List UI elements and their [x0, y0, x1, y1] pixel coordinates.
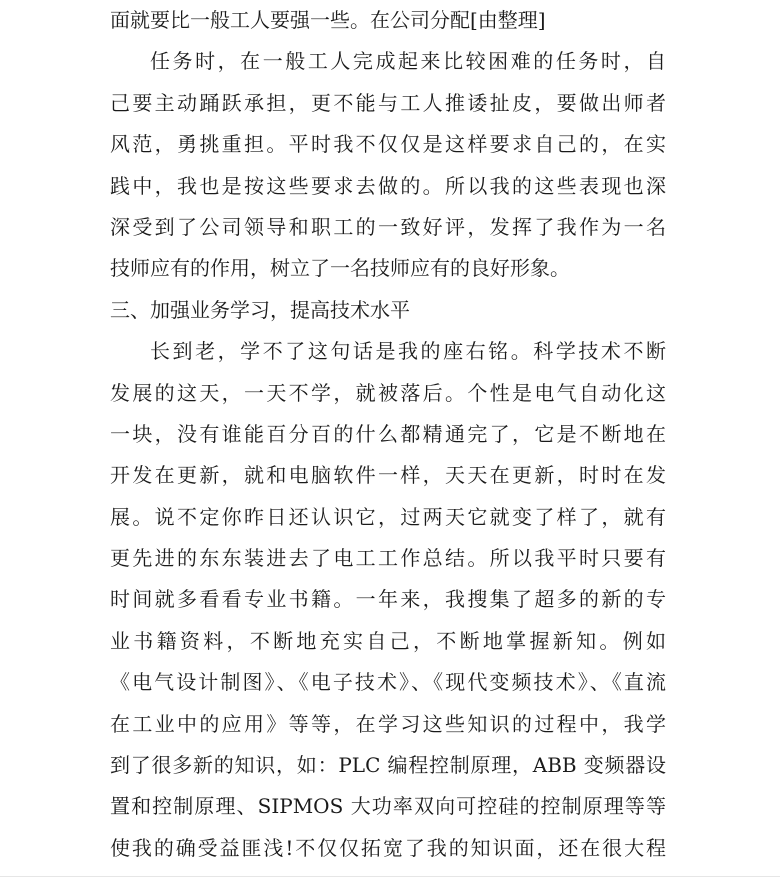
text-line: 风范，勇挑重担。平时我不仅仅是这样要求自己的，在实 [110, 132, 666, 157]
document-body [110, 0, 666, 869]
text-line: 开发在更新，就和电脑软件一样，天天在更新，时时在发 [110, 463, 666, 488]
text-line: 使我的确受益匪浅!不仅仅拓宽了我的知识面，还在很大程 [110, 835, 666, 860]
text-line: 更先进的东东装进去了电工工作总结。所以我平时只要有 [110, 546, 666, 571]
text-line: 践中，我也是按这些要求去做的。所以我的这些表现也深 [110, 173, 666, 198]
page-bottom-divider [0, 876, 780, 877]
text-line: 置和控制原理、SIPMOS 大功率双向可控硅的控制原理等等 [110, 794, 666, 819]
text-line: 业书籍资料，不断地充实自己，不断地掌握新知。例如 [110, 628, 666, 653]
text-line: 技师应有的作用，树立了一名技师应有的良好形象。 [110, 256, 570, 281]
text-line: 一块，没有谁能百分百的什么都精通完了，它是不断地在 [110, 421, 666, 446]
text-line: 展。说不定你昨日还认识它，过两天它就变了样了，就有 [110, 504, 666, 529]
text-line: 面就要比一般工人要强一些。在公司分配[由整理] [110, 8, 546, 32]
text-line: 发展的这天，一天不学，就被落后。个性是电气自动化这 [110, 380, 666, 405]
section-heading: 三、加强业务学习，提高技术水平 [110, 297, 410, 322]
text-line: 深受到了公司领导和职工的一致好评，发挥了我作为一名 [110, 214, 666, 239]
text-line: 《电气设计制图》、《电子技术》、《现代变频技术》、《直流 [110, 670, 666, 695]
text-line: 长到老，学不了这句话是我的座右铭。科学技术不断 [150, 339, 666, 364]
text-line: 到了很多新的知识，如：PLC 编程控制原理，ABB 变频器设 [110, 753, 666, 778]
text-line: 己要主动踊跃承担，更不能与工人推诿扯皮，要做出师者 [110, 90, 666, 115]
text-line: 在工业中的应用》等等，在学习这些知识的过程中，我学 [110, 711, 666, 736]
text-line: 任务时，在一般工人完成起来比较困难的任务时，自 [150, 49, 666, 74]
text-line: 时间就多看看专业书籍。一年来，我搜集了超多的新的专 [110, 587, 666, 612]
